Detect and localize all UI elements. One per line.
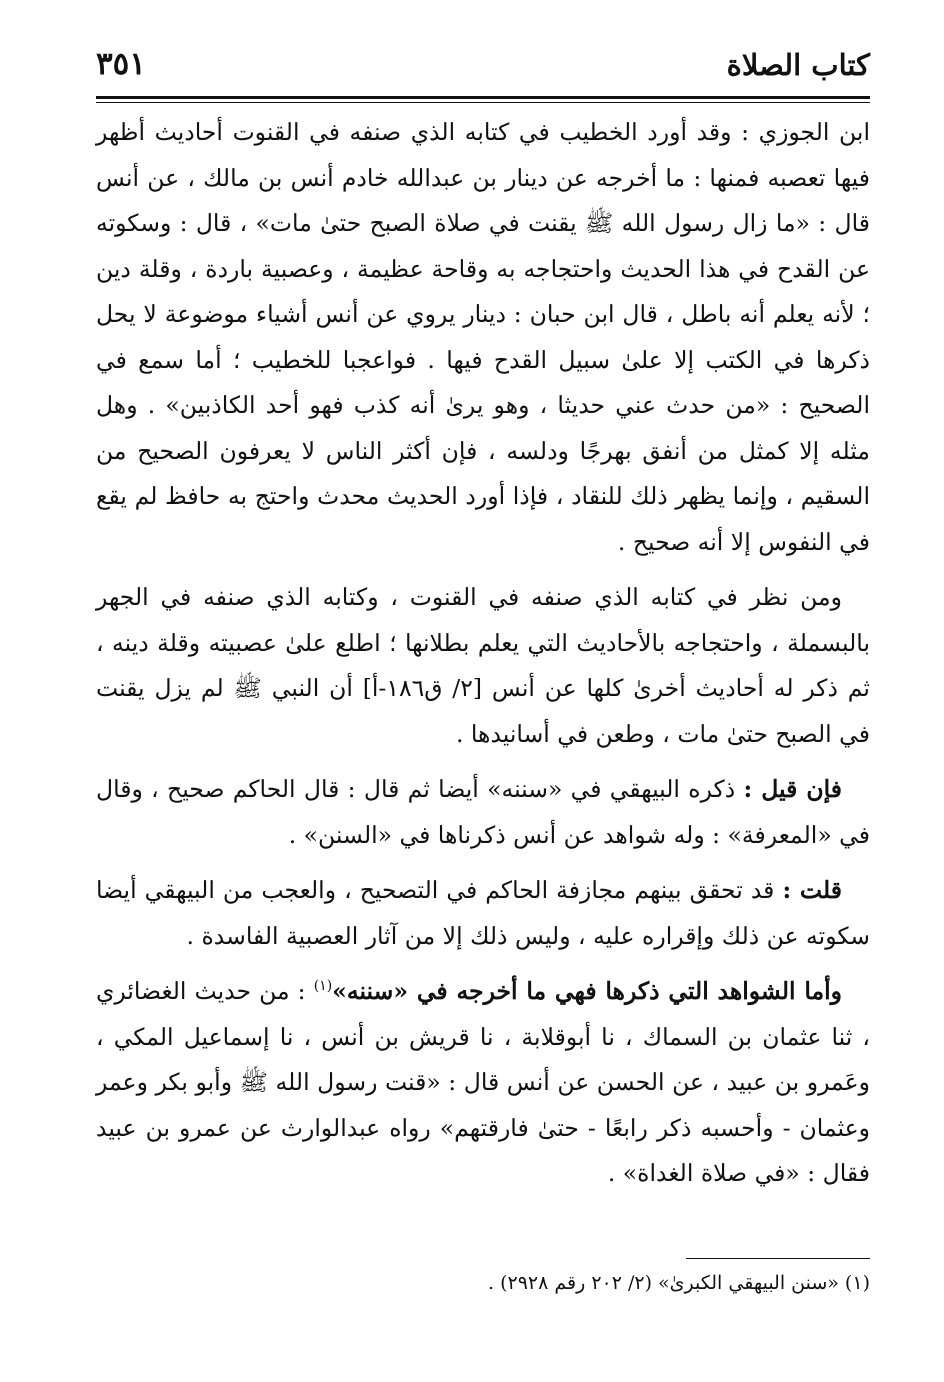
footnote: (١) «سنن البيهقي الكبرىٰ» (٢/ ٢٠٢ رقم ٢٩٢٨) . xyxy=(488,1272,870,1294)
header-rule-thick xyxy=(96,96,870,99)
paragraph-4 xyxy=(96,868,870,959)
paragraph-1 xyxy=(96,110,870,565)
header-rule-thin xyxy=(96,102,870,103)
paragraph-5 xyxy=(96,969,870,1197)
paragraph-lead: قلت : xyxy=(782,876,842,904)
paragraph-text: ابن الجوزي : وقد أورد الخطيب في كتابه الذي صنفه في القنوت أحاديث أظهر فيها تعصبه فمنها : ما أخرجه عن دينار بن عبدالله خادم أنس بن مالك ، عن أنس قال : «ما زال رسول الله ﷺ يقنت في صلاة الصبح حتىٰ مات» ، قال : وسكوته عن القدح في هذا الحديث واحتجاجه به وقاحة عظيمة ، وعصبية باردة ، وقلة دين ؛ لأنه يعلم أنه باطل ، قال ابن حبان : دينار يروي عن أنس أشياء موضوعة لا يحل ذكرها في الكتب إلا علىٰ سبيل القدح فيها . فواعجبا للخطيب ؛ أما سمع في الصحيح : «من حدث عني حديثا ، وهو يرىٰ أنه كذب فهو أحد الكاذبين» . وهل مثله إلا كمثل من أنفق بهرجًا ودلسه ، فإن أكثر الناس لا يعرفون الصحيح من السقيم ، وإنما يظهر ذلك للنقاد ، فإذا أورد الحديث محدث واحتج به حافظ لم يقع في النفوس إلا أنه صحيح . xyxy=(96,118,870,556)
page-number: ٣٥١ xyxy=(96,46,146,82)
chapter-title: كتاب الصلاة xyxy=(726,48,870,82)
paragraph-text: قد تحقق بينهم مجازفة الحاكم في التصحيح ، والعجب من البيهقي أيضا سكوته عن ذلك وإقراره عليه ، وليس ذلك إلا من آثار العصبية الفاسدة . xyxy=(96,876,870,950)
paragraph-text: ذكره البيهقي في «سننه» أيضا ثم قال : قال الحاكم صحيح ، وقال في «المعرفة» : وله شواهد عن أنس ذكرناها في «السنن» . xyxy=(96,775,870,849)
paragraph-2 xyxy=(96,575,870,757)
paragraph-lead: وأما الشواهد التي ذكرها فهي ما أخرجه في «سننه» xyxy=(332,977,843,1005)
paragraph-lead: فإن قيل : xyxy=(743,775,842,803)
paragraph-3 xyxy=(96,767,870,858)
paragraph-text: : من حديث الغضائري ، ثنا عثمان بن السماك ، نا أبوقلابة ، نا قريش بن أنس ، نا إسماعيل المكي ، وعَمرو بن عبيد ، عن الحسن عن أنس قال : «قنت رسول الله ﷺ وأبو بكر وعمر وعثمان - وأحسبه ذكر رابعًا - حتىٰ فارقتهم» رواه عبدالوارث عن عمرو بن عبيد فقال : «في صلاة الغداة» . xyxy=(96,977,870,1187)
footnote-separator xyxy=(686,1258,870,1259)
page-header xyxy=(96,42,870,94)
main-text xyxy=(96,110,870,1197)
paragraph-text: ومن نظر في كتابه الذي صنفه في القنوت ، وكتابه الذي صنفه في الجهر بالبسملة ، واحتجاجه بالأحاديث التي يعلم بطلانها ؛ اطلع علىٰ عصبيته وقلة دينه ، ثم ذكر له أحاديث أخرىٰ كلها عن أنس [٢/ ق١٨٦-أ] أن النبي ﷺ لم يزل يقنت في الصبح حتىٰ مات ، وطعن في أسانيدها . xyxy=(96,583,870,748)
footnote-reference: (١) xyxy=(313,978,333,995)
